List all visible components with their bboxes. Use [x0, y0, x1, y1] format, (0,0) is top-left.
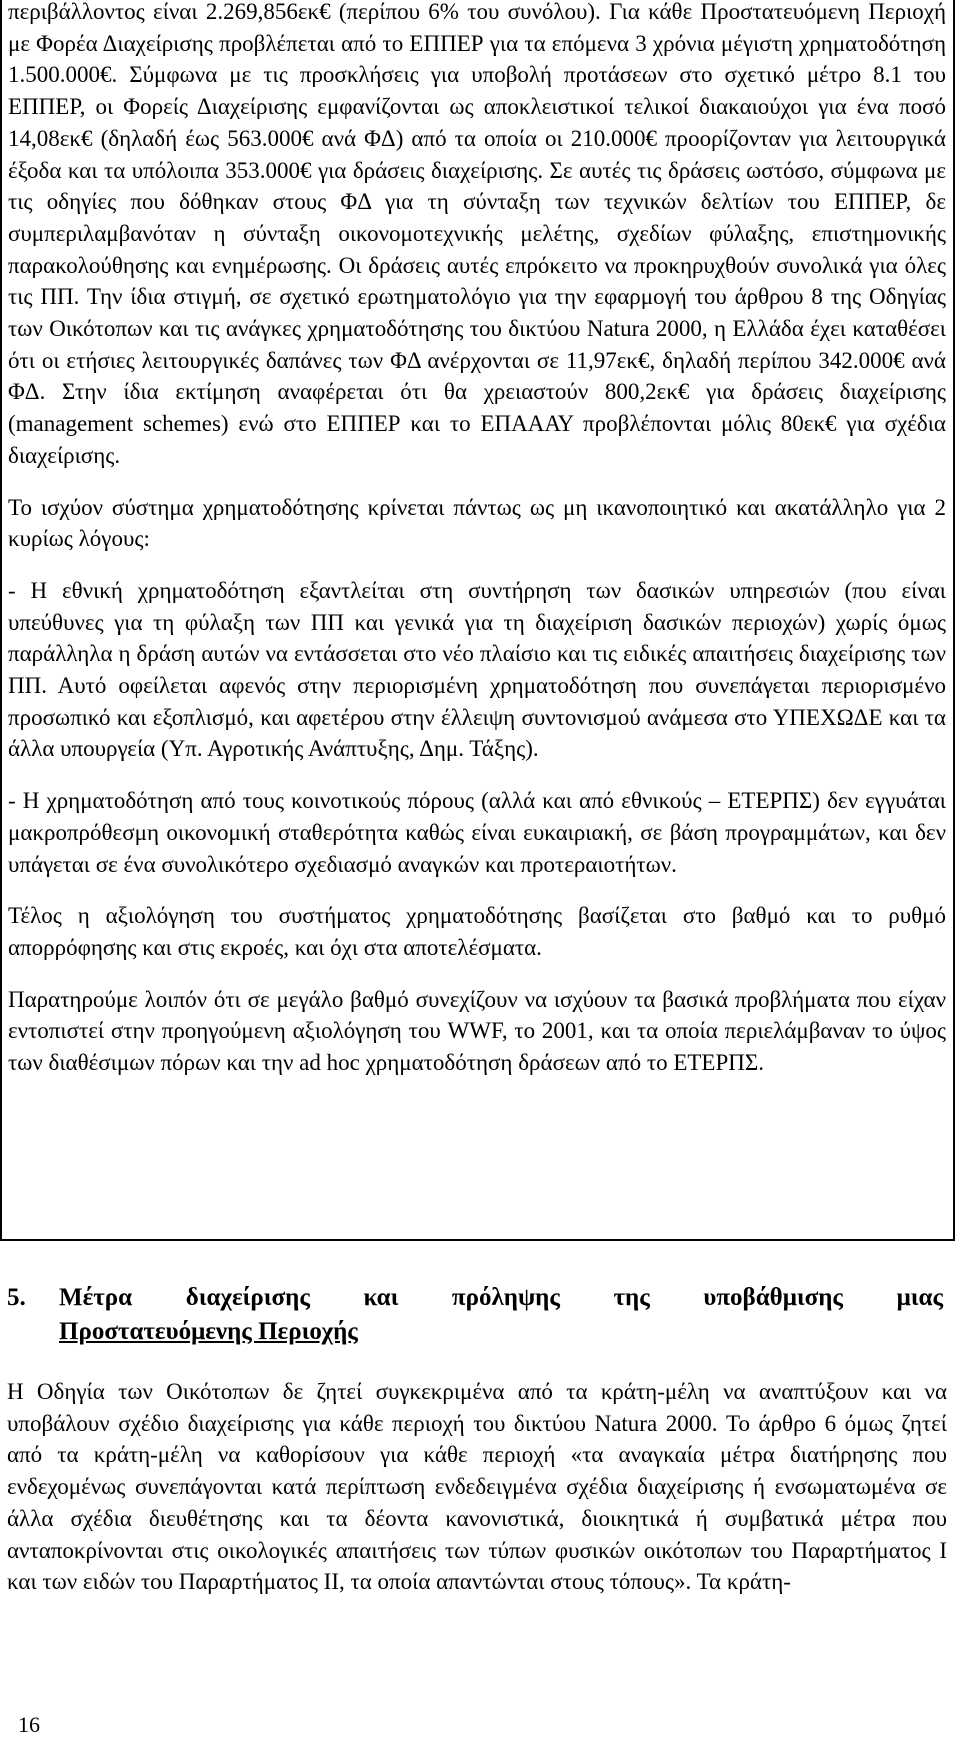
box-paragraph-funding: περιβάλλοντος είναι 2.269,856εκ€ (περίπου 6% του συνόλου). Για κάθε Προστατευόμενη Περιοχή με Φορέα Διαχείρισης προβλέπεται από το ΕΠΠΕΡ για τα επόμενα 3 χρόνια μέγιστη χρηματοδότηση 1.500.000€. Σύμφωνα με τις προσκλήσεις για υποβολή προτάσεων στο σχετικό μέτρο 8.1 του ΕΠΠΕΡ, οι Φορείς Διαχείρισης εμφανίζονται ως αποκλειστικοί τελικοί διακαιούχοι για ένα ποσό 14,08εκ€ (δηλαδή έως 563.000€ ανά ΦΔ) από τα οποία οι 210.000€ προορίζονταν για λειτουργικά έξοδα και τα υπόλοιπα 353.000€ για δράσεις διαχείρισης. Σε αυτές τις δράσεις ωστόσο, σύμφωνα με τις οδηγίες που δόθηκαν στους ΦΔ για τη σύνταξη των τεχνικών δελτίων του ΕΠΠΕΡ, δε συμπεριλαμβανόταν η σύνταξη οικονομοτεχνικής μελέτης, σχεδίων φύλαξης, επιστημονικής παρακολούθησης και ενημέρωσης. Οι δράσεις αυτές επρόκειτο να προκηρυχθούν συνολικά για όλες τις ΠΠ. Την ίδια στιγμή, σε σχετικό ερωτηματολόγιο για την εφαρμογή του άρθρου 8 της Οδηγίας των Οικότοπων και τις ανάγκες χρηματοδότησης του δικτύου Natura 2000, η Ελλάδα έχει καταθέσει ότι οι ετήσιες λειτουργικές δαπάνες των ΦΔ ανέρχονται σε 11,97εκ€, δηλαδή περίπου 342.000€ ανά ΦΔ. Στην ίδια εκτίμηση αναφέρεται ότι θα χρειαστούν 800,2εκ€ για δράσεις διαχείρισης (management schemes) ενώ στο ΕΠΠΕΡ και το ΕΠΑΑΑΥ προβλέπονται μόλις 80εκ€ για σχέδια διαχείρισης.: [8, 0, 946, 468]
section-paragraph: Η Οδηγία των Οικότοπων δε ζητεί συγκεκριμένα από τα κράτη-μέλη να αναπτύξουν και να υποβάλουν σχέδιο διαχείρισης για κάθε περιοχή του δικτύου Natura 2000. Το άρθρο 6 όμως ζητεί από τα κράτη-μέλη να καθορίσουν για κάθε περιοχή «τα αναγκαία μέτρα διατήρησης που ενδεχομένως συνεπάγονται κατά περίπτωση ενδεδειγμένα σχέδια διαχείρισης ή ενσωματωμένα σε άλλα σχέδια διευθέτησης και τα δέοντα κανονιστικά, διοικητικά ή συμβατικά μέτρα που ανταποκρίνονται στις οικολογικές απαιτήσεις των τύπων φυσικών οικότοπων του Παραρτήματος Ι και των ειδών του Παραρτήματος ΙΙ, τα οποία απαντώνται στους τόπους». Τα κράτη-: [7, 1379, 947, 1595]
box-paragraph-evaluation: Τέλος η αξιολόγηση του συστήματος χρηματοδότησης βασίζεται στο βαθμό και το ρυθμό απορρόφησης και στις εκροές, και όχι στα αποτελέσματα.: [8, 903, 946, 960]
section-title-line-1: Μέτρα διαχείρισης και πρόληψης της υποβάθμισης μιας: [59, 1284, 943, 1311]
box-paragraph-conclusion: Παρατηρούμε λοιπόν ότι σε μεγάλο βαθμό συνεχίζουν να ισχύουν τα βασικά προβλήματα που είχαν εντοπιστεί στην προηγούμενη αξιολόγηση του WWF, το 2001, και τα οποία περιελάμβαναν το ύψος των διαθέσιμων πόρων και την ad hoc χρηματοδότηση δράσεων από το ΕΤΕΡΠΣ.: [8, 986, 946, 1076]
box-paragraph-national-funding: - Η εθνική χρηματοδότηση εξαντλείται στη συντήρηση των δασικών υπηρεσιών (που είναι υπεύθυνες για τη φύλαξη των ΠΠ και γενικά για τη διαχείριση δασικών περιοχών) χωρίς όμως παράλληλα η δράση αυτών να εντάσσεται στο νέο πλαίσιο και τις ειδικές απαιτήσεις διαχείρισης των ΠΠ. Αυτό οφείλεται αφενός στην περιορισμένη χρηματοδότηση που συνεπάγεται περιορισμένο προσωπικό και εξοπλισμό, και αφετέρου στην έλλειψη συντονισμού ανάμεσα στο ΥΠΕΧΩΔΕ και τα άλλα υπουργεία (Υπ. Αγροτικής Ανάπτυξης, Δημ. Τάξης).: [8, 577, 946, 762]
page-number: 16: [18, 1712, 40, 1737]
box-paragraph-community-funding: - Η χρηματοδότηση από τους κοινοτικούς πόρους (αλλά και από εθνικούς – ΕΤΕΡΠΣ) δεν εγγυάται μακροπρόθεσμη οικονομική σταθερότητα καθώς είναι ευκαιριακή, σε βάση προγραμμάτων, και δεν υπάγεται σε ένα συνολικότερο σχεδιασμό αναγκών και προτεραιοτήτων.: [8, 788, 946, 877]
section-number: 5.: [7, 1284, 26, 1311]
section-heading: [7, 1281, 947, 1349]
boxed-text-content: [8, 0, 946, 1079]
box-paragraph-unsatisfactory: Το ισχύον σύστημα χρηματοδότησης κρίνεται πάντως ως μη ικανοποιητικό και ακατάλληλο για 2 κυρίως λόγους:: [8, 494, 946, 552]
section-title-line-2: Προστατευόμενης Περιοχής: [59, 1318, 358, 1345]
section-body: [7, 1376, 947, 1598]
